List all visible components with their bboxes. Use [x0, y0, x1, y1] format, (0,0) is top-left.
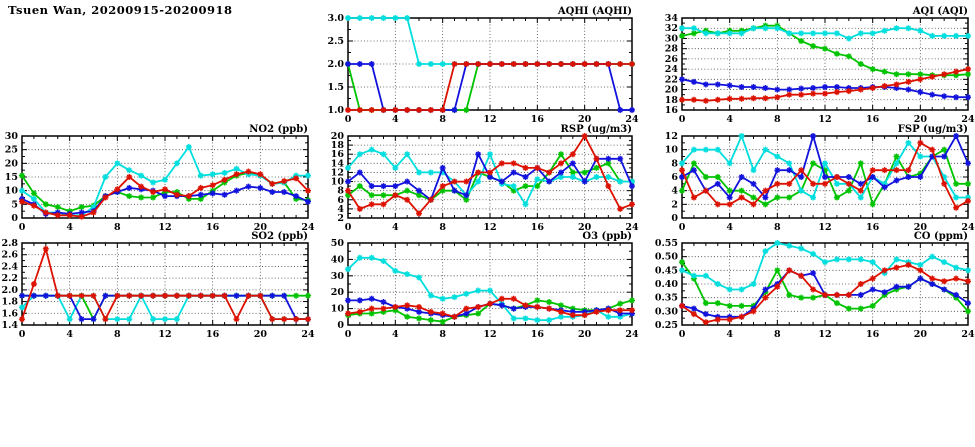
svg-text:18: 18: [330, 140, 344, 152]
svg-text:4: 4: [392, 329, 399, 340]
svg-text:2.4: 2.4: [1, 261, 18, 273]
svg-text:18: 18: [664, 94, 678, 106]
gridlines: [682, 243, 968, 325]
svg-text:2.8: 2.8: [1, 238, 18, 249]
svg-text:22: 22: [664, 74, 678, 86]
svg-text:30: 30: [330, 270, 344, 282]
plot-frame: [682, 243, 968, 325]
svg-text:20: 20: [253, 222, 267, 233]
svg-text:0.50: 0.50: [654, 251, 678, 263]
svg-text:1.6: 1.6: [1, 308, 18, 320]
x-axis-labels: [19, 329, 315, 340]
svg-text:10: 10: [4, 185, 18, 197]
svg-text:20: 20: [4, 158, 18, 170]
chart-no2: [0, 120, 318, 238]
svg-text:20: 20: [253, 329, 267, 340]
series-red-markers: [679, 262, 971, 325]
svg-text:20: 20: [330, 131, 344, 142]
svg-text:0.55: 0.55: [654, 238, 678, 249]
svg-text:16: 16: [530, 114, 544, 125]
svg-text:24: 24: [961, 114, 975, 125]
svg-text:12: 12: [483, 329, 497, 340]
svg-text:1.5: 1.5: [327, 82, 344, 93]
svg-text:16: 16: [530, 329, 544, 340]
svg-text:8: 8: [439, 329, 446, 340]
svg-text:0: 0: [671, 213, 678, 224]
y-axis-labels: [655, 238, 679, 331]
svg-text:0: 0: [344, 222, 352, 233]
svg-text:20: 20: [913, 114, 927, 125]
svg-text:12: 12: [483, 114, 497, 125]
svg-text:4: 4: [392, 222, 399, 233]
svg-text:2.2: 2.2: [1, 273, 18, 285]
svg-text:0.40: 0.40: [654, 279, 678, 290]
svg-text:26: 26: [664, 53, 678, 65]
svg-text:34: 34: [664, 13, 678, 24]
chart-title: NO2 (ppb): [249, 124, 308, 135]
svg-text:2: 2: [337, 213, 344, 224]
svg-text:4: 4: [671, 185, 678, 197]
svg-text:0: 0: [18, 329, 26, 340]
axis-ticks: [682, 243, 968, 325]
svg-text:16: 16: [530, 222, 544, 233]
svg-text:20: 20: [578, 222, 592, 233]
y-axis-labels: [5, 131, 19, 224]
svg-text:8: 8: [774, 329, 781, 340]
svg-text:15: 15: [4, 172, 18, 183]
chart-aqi: [652, 2, 975, 130]
chart-o3-svg: [318, 227, 642, 341]
svg-text:20: 20: [913, 222, 927, 233]
svg-text:1.8: 1.8: [1, 296, 18, 308]
series-red: [679, 262, 971, 325]
svg-text:20: 20: [913, 329, 927, 340]
svg-text:1.0: 1.0: [327, 105, 344, 116]
svg-text:4: 4: [66, 329, 73, 340]
chart-title: AQHI (AQHI): [557, 6, 632, 17]
svg-text:3.0: 3.0: [327, 13, 344, 24]
svg-text:8: 8: [337, 185, 344, 197]
y-axis-labels: [331, 238, 345, 331]
y-axis-labels: [665, 131, 679, 224]
svg-text:8: 8: [671, 158, 678, 170]
svg-text:2.0: 2.0: [1, 284, 18, 296]
chart-rsp-svg: [318, 120, 642, 234]
svg-text:20: 20: [578, 114, 592, 125]
x-axis-labels: [345, 329, 639, 340]
svg-text:12: 12: [483, 222, 497, 233]
svg-text:24: 24: [961, 329, 975, 340]
svg-text:12: 12: [158, 329, 172, 340]
svg-text:12: 12: [818, 329, 832, 340]
chart-aqhi-svg: [318, 2, 642, 126]
svg-text:4: 4: [66, 222, 73, 233]
svg-text:0.45: 0.45: [654, 265, 678, 277]
svg-text:4: 4: [726, 329, 733, 340]
svg-text:0.30: 0.30: [654, 306, 678, 318]
svg-text:8: 8: [114, 222, 121, 233]
svg-text:24: 24: [664, 64, 678, 76]
svg-text:0: 0: [337, 320, 344, 331]
svg-text:12: 12: [818, 222, 832, 233]
svg-text:16: 16: [664, 105, 678, 116]
svg-text:0: 0: [344, 329, 352, 340]
chart-title: FSP (ug/m3): [897, 124, 968, 135]
svg-text:16: 16: [330, 149, 344, 161]
svg-text:4: 4: [726, 114, 733, 125]
svg-text:2.5: 2.5: [327, 36, 344, 47]
chart-aqi-svg: [652, 2, 975, 126]
svg-text:0.25: 0.25: [654, 320, 678, 331]
chart-no2-svg: [0, 120, 318, 234]
svg-text:8: 8: [774, 114, 781, 125]
chart-title: RSP (ug/m3): [560, 124, 632, 135]
svg-text:24: 24: [301, 329, 315, 340]
svg-text:50: 50: [330, 238, 344, 249]
svg-text:8: 8: [774, 222, 781, 233]
svg-text:0: 0: [18, 222, 26, 233]
svg-text:24: 24: [625, 114, 639, 125]
svg-text:0: 0: [678, 114, 686, 125]
axis-ticks: [22, 243, 308, 325]
svg-text:8: 8: [439, 222, 446, 233]
svg-text:20: 20: [578, 329, 592, 340]
page-title: Tsuen Wan, 20200915-20200918: [8, 3, 233, 17]
x-axis-labels: [679, 329, 975, 340]
svg-text:16: 16: [206, 222, 220, 233]
svg-text:2: 2: [671, 199, 678, 211]
svg-text:30: 30: [664, 33, 678, 45]
svg-text:14: 14: [330, 158, 344, 170]
svg-text:0: 0: [11, 213, 18, 224]
svg-text:20: 20: [664, 84, 678, 96]
svg-text:12: 12: [664, 131, 678, 142]
svg-text:12: 12: [158, 222, 172, 233]
svg-text:16: 16: [866, 222, 880, 233]
chart-fsp: [652, 120, 975, 238]
svg-text:0.35: 0.35: [654, 292, 678, 304]
svg-text:10: 10: [330, 176, 344, 188]
svg-text:6: 6: [671, 172, 678, 183]
svg-text:12: 12: [330, 167, 344, 179]
svg-text:24: 24: [961, 222, 975, 233]
svg-text:30: 30: [4, 131, 18, 142]
svg-text:5: 5: [11, 199, 18, 211]
svg-text:4: 4: [392, 114, 399, 125]
gridlines: [22, 243, 308, 325]
svg-text:4: 4: [726, 222, 733, 233]
chart-fsp-svg: [652, 120, 975, 234]
chart-title: AQI (AQI): [912, 6, 968, 17]
svg-text:20: 20: [330, 287, 344, 299]
chart-title: O3 (ppb): [582, 231, 632, 242]
chart-title: SO2 (ppb): [251, 231, 308, 242]
y-axis-labels: [665, 13, 679, 116]
svg-text:2.0: 2.0: [327, 59, 344, 70]
svg-text:32: 32: [664, 23, 678, 35]
chart-so2: [0, 227, 318, 345]
svg-text:0: 0: [678, 329, 686, 340]
svg-text:2.6: 2.6: [1, 249, 18, 261]
svg-text:1.4: 1.4: [1, 320, 18, 331]
chart-so2-svg: [0, 227, 318, 341]
chart-title: CO (ppm): [913, 231, 968, 242]
svg-text:10: 10: [330, 303, 344, 315]
y-axis-labels: [331, 131, 345, 224]
chart-co: [652, 227, 975, 345]
svg-text:24: 24: [625, 222, 639, 233]
svg-text:16: 16: [866, 114, 880, 125]
svg-text:0: 0: [678, 222, 686, 233]
svg-text:12: 12: [818, 114, 832, 125]
svg-text:40: 40: [330, 254, 344, 266]
svg-text:16: 16: [206, 329, 220, 340]
svg-text:4: 4: [337, 203, 344, 215]
chart-co-svg: [652, 227, 975, 341]
svg-text:16: 16: [866, 329, 880, 340]
svg-text:10: 10: [664, 144, 678, 156]
chart-aqhi: [318, 2, 642, 130]
chart-o3: [318, 227, 642, 345]
svg-text:6: 6: [337, 194, 344, 206]
svg-text:24: 24: [301, 222, 315, 233]
plot-frame: [22, 243, 308, 325]
chart-rsp: [318, 120, 642, 238]
svg-text:0: 0: [344, 114, 352, 125]
svg-text:28: 28: [664, 43, 678, 55]
y-axis-labels: [327, 13, 344, 116]
svg-text:25: 25: [4, 144, 18, 156]
svg-text:8: 8: [114, 329, 121, 340]
svg-text:24: 24: [625, 329, 639, 340]
y-axis-labels: [1, 238, 18, 331]
svg-text:8: 8: [439, 114, 446, 125]
